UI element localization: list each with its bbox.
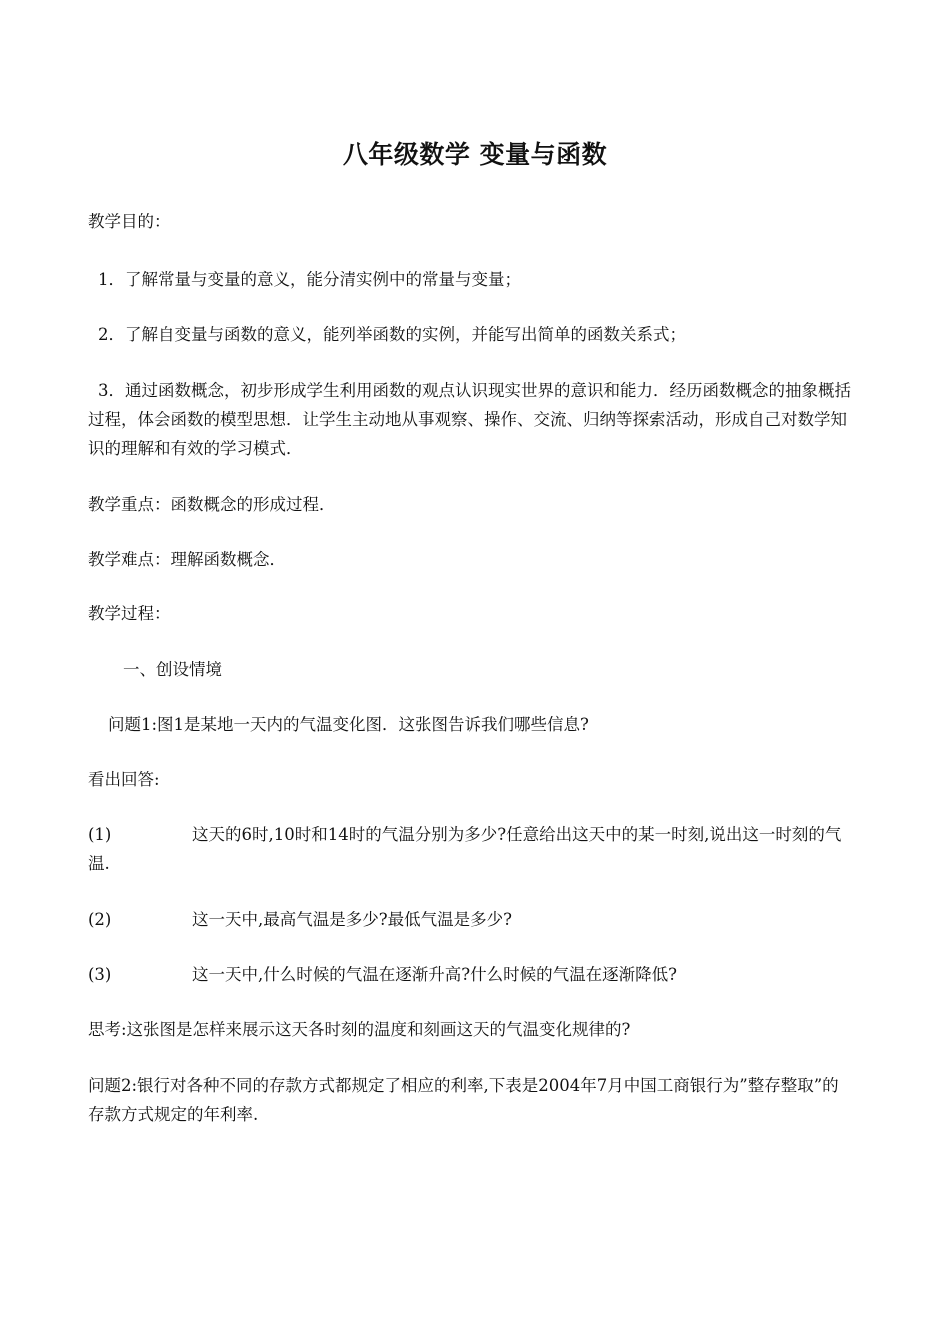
section-heading: 一、创设情境 (123, 660, 222, 679)
document-title: 八年级数学 变量与函数 (342, 140, 608, 169)
sub-question-3 (88, 960, 863, 989)
question-2: 问题2:银行对各种不同的存款方式都规定了相应的利率,下表是2004年7月中国工商银行为”整存整取”的存款方式规定的年利率. (88, 1076, 839, 1124)
sub-question-number: (1) (88, 825, 112, 844)
sub-question-text: 这一天中,什么时候的气温在逐渐升高?什么时候的气温在逐渐降低? (192, 965, 677, 984)
objective-1: 1．了解常量与变量的意义，能分清实例中的常量与变量； (98, 270, 521, 289)
difficulty: 教学难点：理解函数概念． (88, 550, 286, 569)
key-point: 教学重点：函数概念的形成过程． (88, 495, 336, 514)
objective-2: 2．了解自变量与函数的意义，能列举函数的实例，并能写出简单的函数关系式； (98, 325, 686, 344)
sub-question-text: 这天的6时,10时和14时的气温分别为多少?任意给出这天中的某一时刻,说出这一时刻的气温. (88, 825, 842, 873)
question-1: 问题1:图1是某地一天内的气温变化图．这张图告诉我们哪些信息? (108, 715, 589, 734)
sub-question-number: (3) (88, 965, 112, 984)
thinking-prompt: 思考:这张图是怎样来展示这天各时刻的温度和刻画这天的气温变化规律的? (88, 1020, 631, 1039)
process-label: 教学过程： (88, 604, 171, 623)
objectives-label: 教学目的： (88, 212, 171, 231)
answer-label: 看出回答: (88, 770, 160, 789)
sub-question-1 (88, 820, 863, 878)
sub-question-2 (88, 905, 863, 934)
sub-question-number: (2) (88, 910, 112, 929)
sub-question-text: 这一天中,最高气温是多少?最低气温是多少? (192, 910, 512, 929)
objective-3: 3．通过函数概念，初步形成学生利用函数的观点认识现实世界的意识和能力．经历函数概念的抽象概括过程，体会函数的模型思想．让学生主动地从事观察、操作、交流、归纳等探索活动，形成自己对数学知识的理解和有效的学习模式． (88, 381, 851, 458)
